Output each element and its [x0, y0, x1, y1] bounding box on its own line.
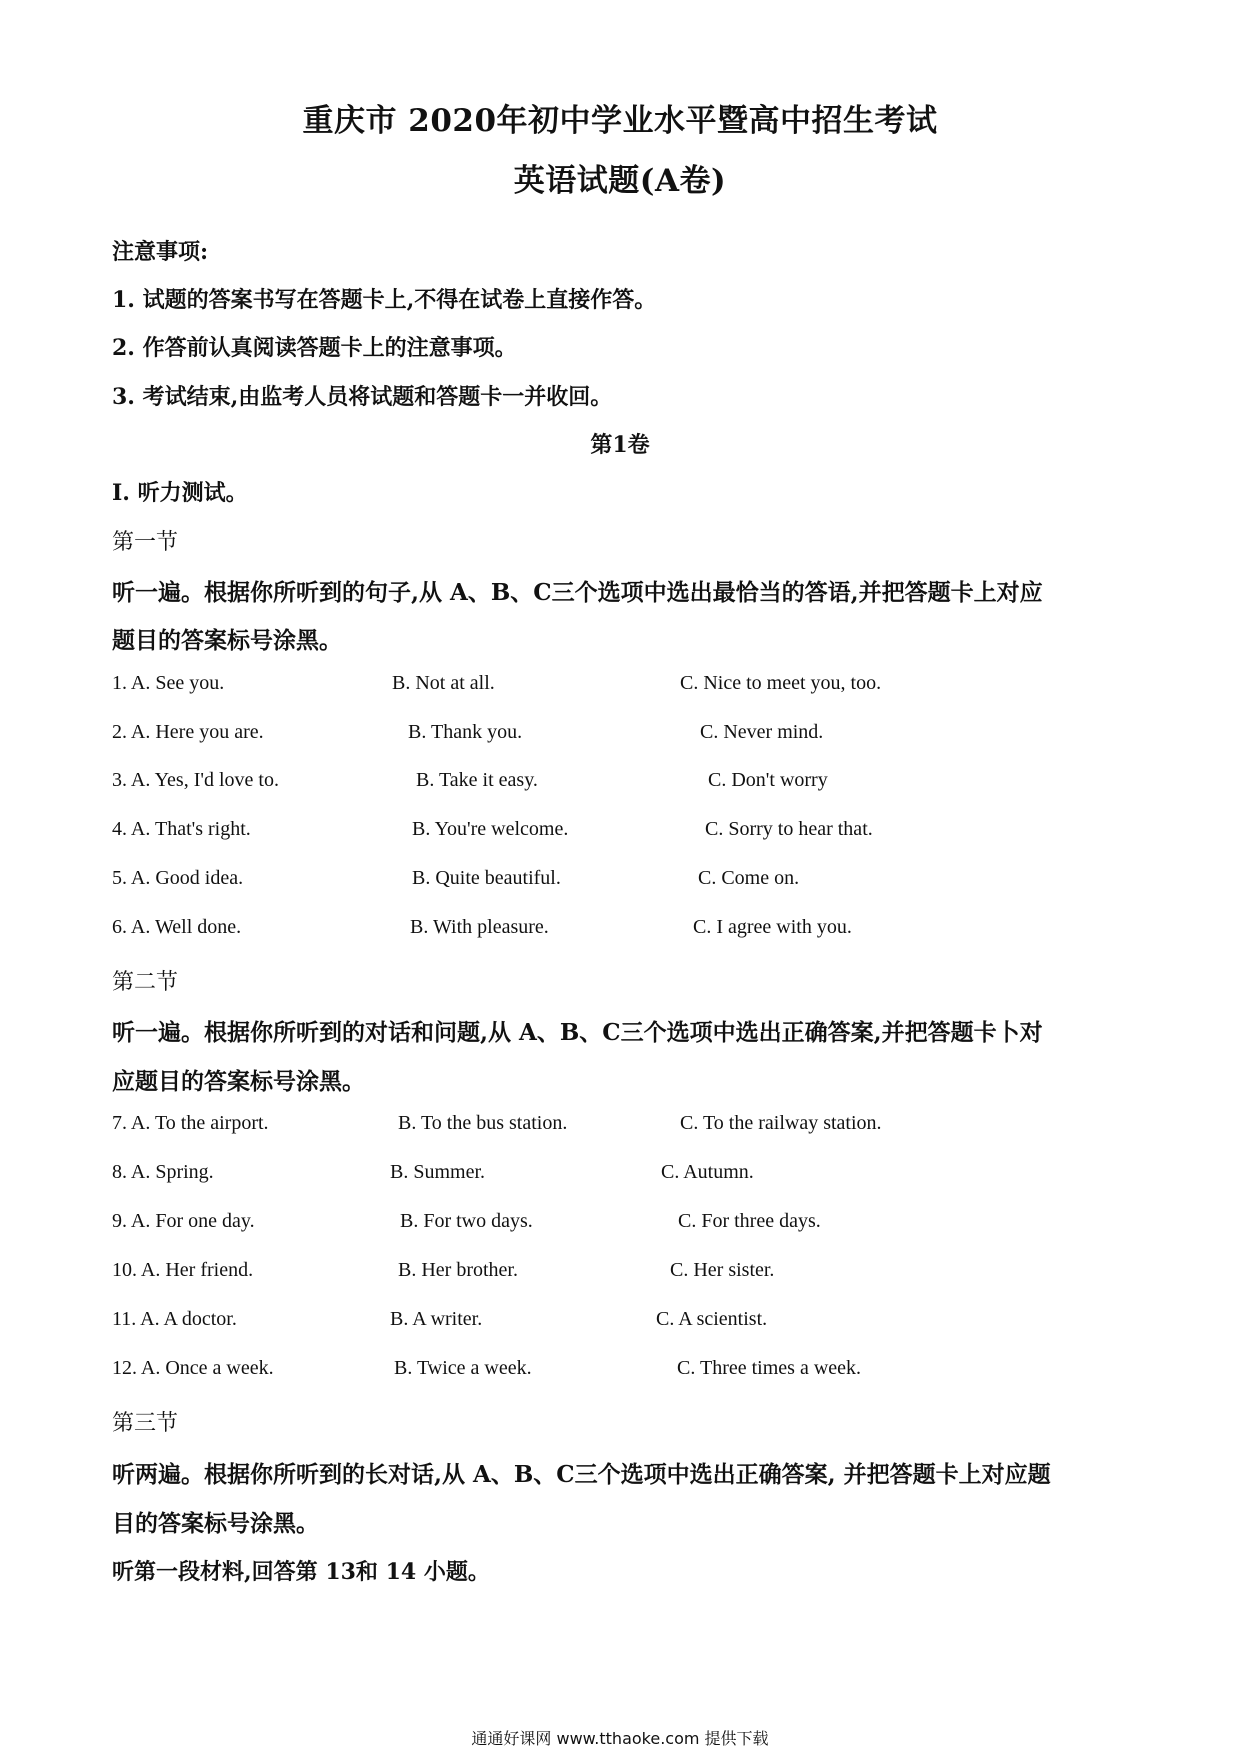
question-option-c: C. Never mind.	[700, 721, 824, 743]
question-option-b: B. To the bus station.	[398, 1112, 568, 1134]
question-option-c: C. Sorry to hear that.	[705, 818, 873, 840]
page-footer: 通通好课网 www.tthaoke.com 提供下载	[471, 1729, 769, 1748]
section-instruction: 目的答案标号涂黑。	[112, 1510, 319, 1537]
question-option-a: 2. A. Here you are.	[112, 721, 264, 743]
question-option-b: B. Summer.	[390, 1161, 486, 1183]
question-option-c: C. A scientist.	[656, 1308, 768, 1330]
question-option-c: C. Three times a week.	[677, 1357, 862, 1379]
question-option-b: B. Take it easy.	[416, 769, 538, 791]
note-item: 1. 试题的答案书写在答题卡上,不得在试卷上直接作答。	[112, 287, 657, 313]
question-option-c: C. Her sister.	[670, 1259, 775, 1281]
question-option-c: C. I agree with you.	[693, 916, 852, 938]
question-option-a: 12. A. Once a week.	[112, 1357, 274, 1379]
question-option-a: 11. A. A doctor.	[112, 1308, 237, 1330]
question-option-b: B. You're welcome.	[412, 818, 569, 840]
section-instruction: 听一遍。根据你所听到的对话和问题,从 A、B、C三个选项中选出正确答案,并把答题卡卜对	[112, 1019, 1043, 1046]
question-option-b: B. Not at all.	[392, 672, 495, 694]
question-option-b: B. Quite beautiful.	[412, 867, 561, 889]
question-option-a: 10. A. Her friend.	[112, 1259, 254, 1281]
notes-heading: 注意事项:	[112, 239, 209, 265]
question-option-a: 1. A. See you.	[112, 672, 225, 694]
question-option-a: 4. A. That's right.	[112, 818, 251, 840]
exam-title: 重庆市 2020年初中学业水平暨高中招生考试	[302, 103, 938, 139]
section-instruction: 听两遍。根据你所听到的长对话,从 A、B、C三个选项中选出正确答案, 并把答题卡上对应题	[112, 1461, 1051, 1488]
exam-subtitle: 英语试题(A卷)	[513, 163, 727, 199]
question-option-a: 7. A. To the airport.	[112, 1112, 269, 1134]
question-option-a: 9. A. For one day.	[112, 1210, 255, 1232]
section-instruction: 应题目的答案标号涂黑。	[112, 1068, 365, 1095]
note-item: 3. 考试结束,由监考人员将试题和答题卡一并收回。	[112, 384, 613, 410]
question-option-c: C. Don't worry	[708, 769, 828, 791]
question-option-a: 8. A. Spring.	[112, 1161, 214, 1183]
question-option-b: B. A writer.	[390, 1308, 483, 1330]
question-option-a: 5. A. Good idea.	[112, 867, 244, 889]
part-heading: I. 听力测试。	[112, 480, 248, 506]
section-subinstruction: 听第一段材料,回答第 13和 14 小题。	[112, 1559, 490, 1585]
question-option-a: 3. A. Yes, I'd love to.	[112, 769, 279, 791]
section-instruction: 题目的答案标号涂黑。	[112, 627, 342, 654]
question-option-c: C. Nice to meet you, too.	[680, 672, 882, 694]
volume-title: 第1卷	[590, 432, 650, 458]
question-option-c: C. To the railway station.	[680, 1112, 882, 1134]
section-instruction: 听一遍。根据你所听到的句子,从 A、B、C三个选项中选出最恰当的答语,并把答题卡上对应	[112, 579, 1043, 606]
question-option-b: B. With pleasure.	[410, 916, 549, 938]
section-title: 第一节	[112, 530, 179, 555]
question-option-b: B. Thank you.	[408, 721, 523, 743]
question-option-b: B. Twice a week.	[394, 1357, 532, 1379]
question-option-c: C. For three days.	[678, 1210, 821, 1232]
note-item: 2. 作答前认真阅读答题卡上的注意事项。	[112, 335, 517, 361]
question-option-a: 6. A. Well done.	[112, 916, 242, 938]
section-title: 第三节	[112, 1411, 179, 1436]
question-option-b: B. Her brother.	[398, 1259, 518, 1281]
question-option-b: B. For two days.	[400, 1210, 533, 1232]
section-title: 第二节	[112, 970, 179, 995]
question-option-c: C. Autumn.	[661, 1161, 754, 1183]
question-option-c: C. Come on.	[698, 867, 800, 889]
